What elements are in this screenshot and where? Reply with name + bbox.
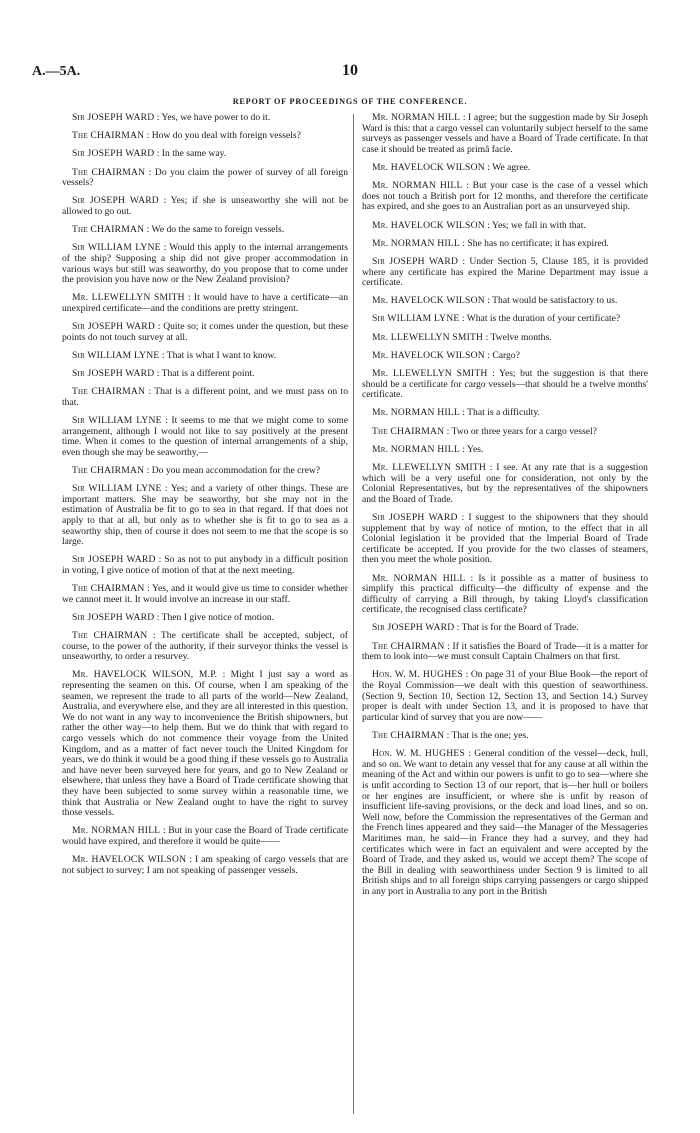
page-number: 10	[342, 62, 358, 79]
speech-text: : Do you claim the power of survey of all foreign vessels?	[62, 166, 349, 189]
paper-number: A.—5A.	[32, 64, 81, 79]
speech-paragraph	[362, 427, 648, 438]
speech-text: : Yes.	[462, 443, 484, 455]
speech-text: : Yes, we have power to do it.	[156, 112, 271, 123]
speech-paragraph	[362, 513, 648, 566]
speech-text: : Two or three years for a cargo vessel?	[446, 425, 597, 437]
speech-text: : Cargo?	[487, 349, 520, 361]
speaker-name: Sir WILLIAM LYNE	[72, 349, 160, 361]
speech-paragraph	[362, 239, 648, 250]
speech-paragraph	[362, 574, 648, 616]
speech-paragraph	[62, 243, 348, 285]
speech-paragraph	[62, 225, 348, 236]
speech-text: : If it satisfies the Board of Trade—it is a matter for them to look into—we must consult Captain Chalmers on that first.	[362, 640, 649, 663]
speech-text: : Yes; if she is unseaworthy she will not be allowed to go out.	[62, 195, 348, 217]
speech-paragraph	[62, 855, 348, 876]
speech-text: : We agree.	[487, 161, 531, 173]
speech-text: : On page 31 of your Blue Book—the report of the Royal Commission—we dealt with this question of seaworthiness. (Section 9, Section 10, Section 12, Section 13, and Section 14.) Survey proper is dealt with under Section 13, and it is proposed to have that particular kind of survey that you are now——	[362, 669, 648, 723]
speech-paragraph	[62, 149, 348, 160]
running-title: REPORT OF PROCEEDINGS OF THE CONFERENCE.	[232, 97, 468, 106]
speaker-name: Mr. NORMAN HILL	[372, 443, 460, 455]
speech-paragraph	[62, 555, 348, 576]
speaker-name: The CHAIRMAN	[72, 166, 146, 178]
speech-paragraph	[62, 351, 348, 362]
speaker-name: The CHAIRMAN	[72, 224, 145, 236]
speaker-name: The CHAIRMAN	[372, 425, 445, 437]
speech-paragraph	[62, 293, 348, 314]
speech-paragraph	[362, 221, 648, 232]
speech-text: : How do you deal with foreign vessels?	[146, 130, 301, 142]
speaker-name: Mr. NORMAN HILL	[372, 407, 460, 419]
speaker-name: Sir JOSEPH WARD	[372, 255, 459, 267]
speech-text: : I suggest to the shipowners that they should supplement that by way of notice of motion, to the effect that in all Colonial legislation it be provided that the Imperial Board of Trade certificate be accepted. If you provide for the two classes of steamers, then you meet the whole position.	[362, 511, 649, 566]
speech-text: : Yes, and it would give us time to consider whether we cannot meet it. It would involve an increase in our staff.	[62, 583, 349, 605]
speech-paragraph	[62, 826, 348, 847]
speaker-name: Sir JOSEPH WARD	[72, 611, 155, 623]
speech-paragraph	[62, 584, 348, 605]
speech-text: : That is the one; yes.	[446, 730, 529, 741]
speech-paragraph	[62, 131, 348, 142]
speech-text: : Quite so; it comes under the question, but these points do not touch survey at all.	[62, 321, 348, 343]
speaker-name: Mr. HAVELOCK WILSON	[372, 349, 485, 361]
speech-text: : Yes; we fall in with that.	[487, 219, 586, 231]
speech-paragraph	[62, 113, 348, 124]
speech-paragraph	[362, 257, 648, 289]
speaker-name: Mr. LLEWELLYN SMITH	[372, 461, 486, 473]
speaker-name: Sir JOSEPH WARD	[72, 195, 159, 207]
speech-text: : Yes; but the suggestion is that there should be a certificate for cargo vessels—that should be a twelve months' certificate.	[362, 368, 649, 401]
speaker-name: Sir WILLIAM LYNE	[72, 242, 161, 254]
speaker-name: Sir WILLIAM LYNE	[72, 483, 162, 495]
speech-text: : Then I give notice of motion.	[156, 611, 275, 623]
speech-paragraph	[62, 670, 348, 818]
speech-text: : Might I just say a word as representing the seamen on this. Of course, when I am speaking of the seamen, we represent the trade to all parts of the world—New Zealand, Australia, and everywhere else, and they are all interested in this question. We do not want in any way to inconvenience the British shipowners, but rather the other way—to help them. But we do think that with regard to cargo vessels which do not commence their voyage from the United Kingdom, and as a matter of fact never touch the United Kingdom for years, we do think it would be a good thing if these vessels go to Australia and have never been surveyed here for years, and go to New Zealand or elsewhere, that unless they have a Board of Trade certificate showing that they have been subjected to some survey within a reasonable time, we think that Australia or New Zealand ought to have the right to survey those vessels.	[62, 669, 348, 819]
speaker-name: Mr. HAVELOCK WILSON, M.P.	[72, 669, 218, 681]
left-column	[62, 113, 348, 884]
speech-text: : That is for the Board of Trade.	[456, 622, 579, 634]
speech-paragraph	[62, 613, 348, 624]
speech-paragraph	[362, 296, 648, 307]
speaker-name: Hon. W. M. HUGHES	[372, 748, 465, 760]
speaker-name: Mr. NORMAN HILL	[72, 825, 161, 837]
speech-text: : General condition of the vessel—deck, hull, and so on. We want to detain any vessel that for any cause at all within the meaning of the Act and within our powers is unfit to go to sea—where she is unfit according to Section 13 of our report, that is—her hull or boilers or her engines are insufficient, or where she is unfit by reason of insufficient life-saving provisions, or the deck and load lines, and so on. Well now, before the Commission the representatives of the German and the French lines appeared and they said—the Manager of the Messageries Maritimes man, he said—in France they had a survey, and they had certificates which were in fact an equivalent and were accepted by the Board of Trade, and they asked us, would we accept them? The scope of the Bill in dealing with seaworthiness under Section 9 is limited to all British ships and to all foreign ships carrying passengers or cargo shipped in any port in Australia to any port in the British	[362, 748, 648, 897]
speech-paragraph	[62, 322, 348, 343]
speaker-name: Mr. HAVELOCK WILSON	[372, 295, 485, 307]
speaker-name: Mr. HAVELOCK WILSON	[372, 161, 485, 173]
speaker-name: Sir JOSEPH WARD	[72, 321, 156, 333]
speech-text: : Would this apply to the internal arrangements of the ship? Supposing a ship did not give proper accommodation in various ways but still was seaworthy, do you propose that to come under the provision you have now or the New Zealand provision?	[62, 242, 348, 286]
speech-text: : But in your case the Board of Trade certificate would have expired, and therefore it would be quite——	[62, 825, 348, 847]
speech-text: : We do the same to foreign vessels.	[146, 224, 285, 236]
speaker-name: Mr. LLEWELLYN SMITH	[372, 331, 484, 343]
speech-paragraph	[62, 387, 348, 408]
speech-paragraph	[362, 333, 648, 344]
speech-paragraph	[62, 196, 348, 217]
speech-paragraph	[362, 642, 648, 663]
speech-text: : I see. At any rate that is a suggestion which will be a very useful one for consideration, not only by the Colonial Representatives, but by the representatives of the shipowners and the Board of Trade.	[362, 461, 648, 505]
speaker-name: Mr. NORMAN HILL	[372, 237, 460, 249]
speech-paragraph	[62, 484, 348, 548]
speech-text: : She has no certificate; it has expired.	[462, 237, 609, 249]
speech-paragraph	[62, 631, 348, 663]
speaker-name: Mr. NORMAN HILL	[372, 180, 463, 192]
speech-paragraph	[362, 623, 648, 634]
speaker-name: The CHAIRMAN	[72, 386, 146, 398]
speech-paragraph	[362, 113, 648, 155]
speaker-name: The CHAIRMAN	[372, 640, 445, 652]
speech-paragraph	[362, 181, 648, 213]
speech-text: : What is the duration of your certificate?	[461, 313, 621, 325]
speech-paragraph	[362, 314, 648, 325]
speaker-name: The CHAIRMAN	[72, 464, 145, 476]
speech-paragraph	[362, 731, 648, 742]
speech-paragraph	[362, 408, 648, 419]
speaker-name: Sir JOSEPH WARD	[72, 148, 155, 160]
speaker-name: Mr. NORMAN HILL	[372, 112, 461, 123]
speech-text: : Yes; and a variety of other things. These are important matters. She may be seaworthy, but she may not in the estimation of Australia be fit to go to sea in that regard. If that does not apply to that at all, but only as to whether she is fit to go to sea as a seaworthy ship, then of course it does not seem to me that the scope is so large.	[62, 483, 348, 548]
speaker-name: The CHAIRMAN	[72, 583, 145, 595]
speech-paragraph	[362, 463, 648, 505]
speaker-name: Hon. W. M. HUGHES	[372, 669, 463, 681]
speaker-name: Sir WILLIAM LYNE	[372, 313, 460, 325]
speaker-name: The CHAIRMAN	[72, 630, 148, 642]
speech-text: : It would have to have a certificate—an unexpired certificate—and the conditions are pretty stringent.	[62, 292, 348, 314]
speech-text: : I am speaking of cargo vessels that are not subject to survey; I am not speaking of passenger vessels.	[62, 854, 348, 876]
speech-paragraph	[362, 749, 648, 897]
speaker-name: Mr. LLEWELLYN SMITH	[72, 292, 185, 304]
speaker-name: Sir JOSEPH WARD	[72, 112, 155, 123]
speaker-name: Mr. LLEWELLYN SMITH	[372, 368, 488, 380]
speech-text: : That is what I want to know.	[161, 349, 277, 361]
speaker-name: Sir JOSEPH WARD	[372, 511, 458, 523]
speech-paragraph	[62, 369, 348, 380]
speech-text: : So as not to put anybody in a difficult position in voting, I give notice of motion of that at the next meeting.	[62, 554, 348, 576]
speech-text: : I agree; but the suggestion made by Sir Joseph Ward is this: that a cargo vessel can voluntarily subject herself to the same surveys as passenger vessels and have a Board of Trade certificate. In that case it should be treated as primâ facie.	[362, 112, 648, 155]
speaker-name: Sir JOSEPH WARD	[72, 554, 156, 566]
right-column	[362, 113, 648, 905]
speech-paragraph	[362, 369, 648, 401]
speech-text: : That is a difficulty.	[462, 407, 540, 419]
speech-paragraph	[362, 163, 648, 174]
speech-paragraph	[362, 670, 648, 723]
speech-text: : That is a different point.	[156, 368, 255, 380]
speech-paragraph	[362, 351, 648, 362]
speaker-name: Sir JOSEPH WARD	[72, 368, 155, 380]
speech-paragraph	[62, 168, 348, 189]
speech-text: : Do you mean accommodation for the crew?	[146, 464, 321, 476]
speaker-name: Sir JOSEPH WARD	[372, 622, 455, 634]
column-divider	[353, 114, 354, 1114]
speech-text: : It seems to me that we might come to some arrangement, although I would not like to say positively at the present time. When it comes to the question of internal arrangements of a ship, even though she may be seaworthy,—	[62, 415, 349, 458]
speech-paragraph	[62, 416, 348, 458]
speaker-name: Mr. HAVELOCK WILSON	[372, 219, 485, 231]
speech-text: : Is it possible as a matter of business to simplify this practical difficulty—the difficulty of expense and the difficulty of carrying a Bill through, by taking Lloyd's classification certificate, the recognised class certificate?	[362, 572, 648, 616]
speech-text: : That would be satisfactory to us.	[487, 295, 618, 307]
speaker-name: Mr. HAVELOCK WILSON	[72, 854, 187, 866]
speaker-name: Mr. NORMAN HILL	[372, 572, 466, 584]
speech-text: : Under Section 5, Clause 185, it is provided where any certificate has expired the Marine Department may issue a certificate.	[362, 255, 649, 289]
speech-text: : That is a different point, and we must pass on to that.	[62, 386, 348, 408]
speech-text: : But your case is the case of a vessel which does not touch a British port for 12 months, and therefore the certificate has expired, and she goes to an Australian port as an unsurveyed ship.	[362, 180, 648, 213]
speech-paragraph	[62, 466, 348, 477]
speaker-name: The CHAIRMAN	[372, 730, 445, 741]
speech-text: : The certificate shall be accepted, subject, of course, to the power of the authority, if their surveyor thinks the vessel is unseaworthy, to order a resurvey.	[62, 630, 348, 663]
speech-paragraph	[362, 445, 648, 456]
speaker-name: The CHAIRMAN	[72, 130, 145, 142]
speech-text: : In the same way.	[156, 148, 227, 160]
speaker-name: Sir WILLIAM LYNE	[72, 415, 162, 426]
speech-text: : Twelve months.	[485, 331, 552, 343]
